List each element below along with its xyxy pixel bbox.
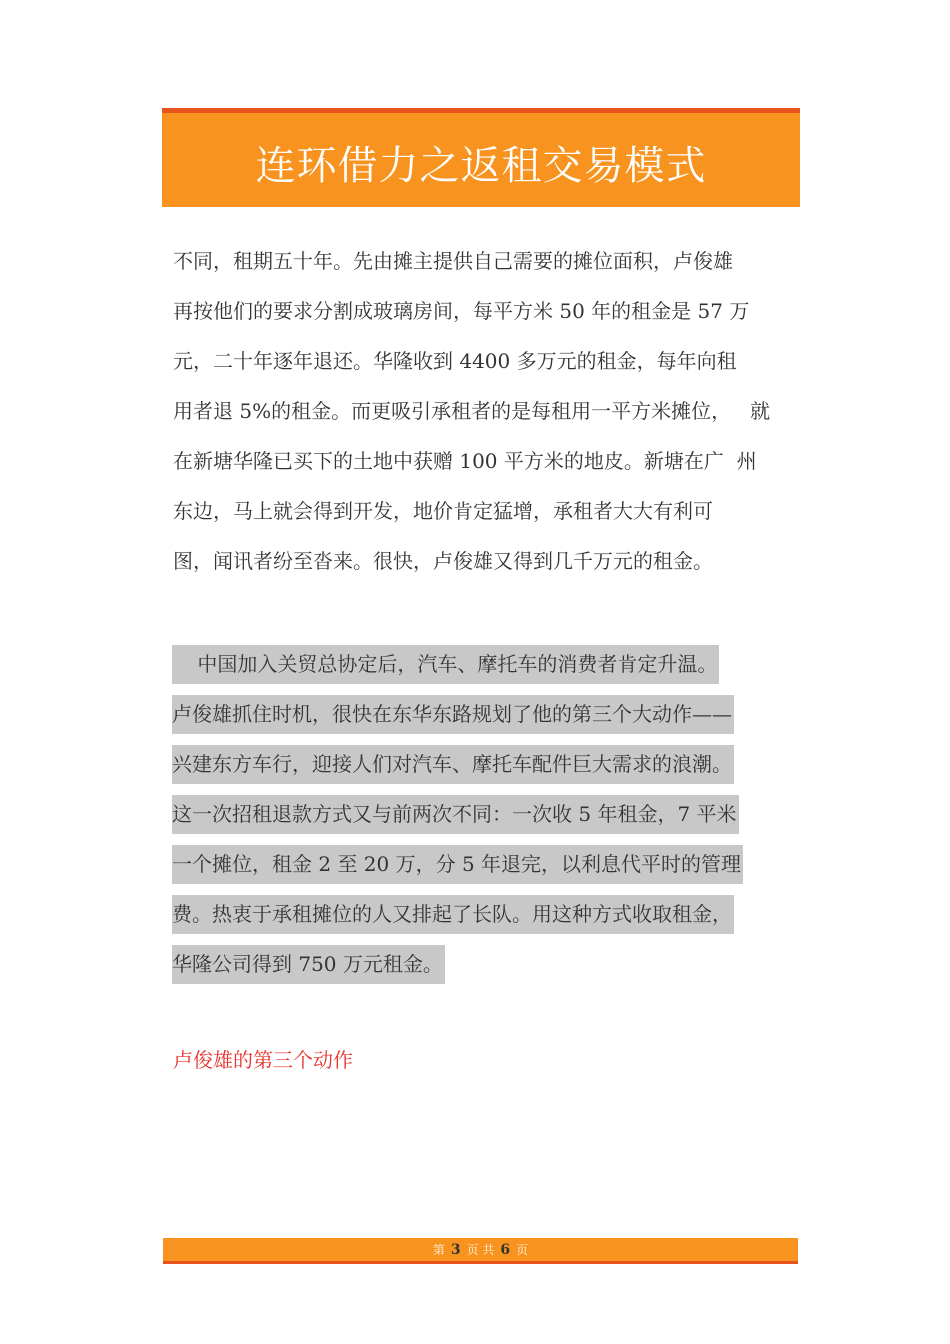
footer-label-ye: 页 [516, 1243, 529, 1257]
total-pages-number: 6 [500, 1241, 511, 1258]
text-line: 再按他们的要求分割成玻璃房间，每平方米 50 年的租金是 57 万 [173, 299, 750, 323]
highlighted-text: 这一次招租退款方式又与前两次不同：一次收 5 年租金，7 平米 [172, 795, 739, 834]
text-line: 东边，马上就会得到开发，地价肯定猛增，承租者大大有利可 [173, 499, 713, 523]
page-footer [163, 1238, 798, 1264]
text-line: 不同，租期五十年。先由摊主提供自己需要的摊位面积，卢俊雄 [173, 249, 733, 273]
highlighted-text: 华隆公司得到 750 万元租金。 [172, 945, 445, 984]
highlighted-text: 一个摊位，租金 2 至 20 万，分 5 年退完，以利息代平时的管理 [172, 845, 743, 884]
footer-label-ye-gong: 页 共 [466, 1243, 495, 1257]
highlighted-text: 费。热衷于承租摊位的人又排起了长队。用这种方式收取租金， [172, 895, 734, 934]
highlighted-text: 兴建东方车行，迎接人们对汽车、摩托车配件巨大需求的浪潮。 [172, 745, 734, 784]
current-page-number: 3 [450, 1241, 461, 1258]
footer-label-di: 第 [432, 1243, 445, 1257]
highlighted-line [172, 739, 792, 789]
text-line: 在新塘华隆已买下的土地中获赠 100 平方米的地皮。新塘在广 州 [173, 449, 757, 473]
section-heading: 卢俊雄的第三个动作 [173, 1048, 353, 1072]
highlighted-line [172, 839, 792, 889]
text-line: 图，闻讯者纷至沓来。很快，卢俊雄又得到几千万元的租金。 [173, 549, 713, 573]
paragraph-2-highlighted [172, 639, 792, 989]
paragraph-1 [173, 236, 813, 586]
highlighted-text: 中国加入关贸总协定后，汽车、摩托车的消费者肯定升温。 [172, 645, 719, 684]
highlighted-line [172, 689, 792, 739]
highlighted-line [172, 789, 792, 839]
highlighted-line [172, 639, 792, 689]
document-title: 连环借力之返租交易模式 [255, 142, 707, 189]
highlighted-line [172, 939, 792, 989]
highlighted-line [172, 889, 792, 939]
text-line: 元，二十年逐年退还。华隆收到 4400 多万元的租金，每年向租 [173, 349, 737, 373]
highlighted-text: 卢俊雄抓住时机，很快在东华东路规划了他的第三个大动作—— [172, 695, 734, 734]
header-banner [162, 108, 800, 207]
text-line: 用者退 5%的租金。而更吸引承租者的是每租用一平方米摊位， 就 [173, 399, 771, 423]
